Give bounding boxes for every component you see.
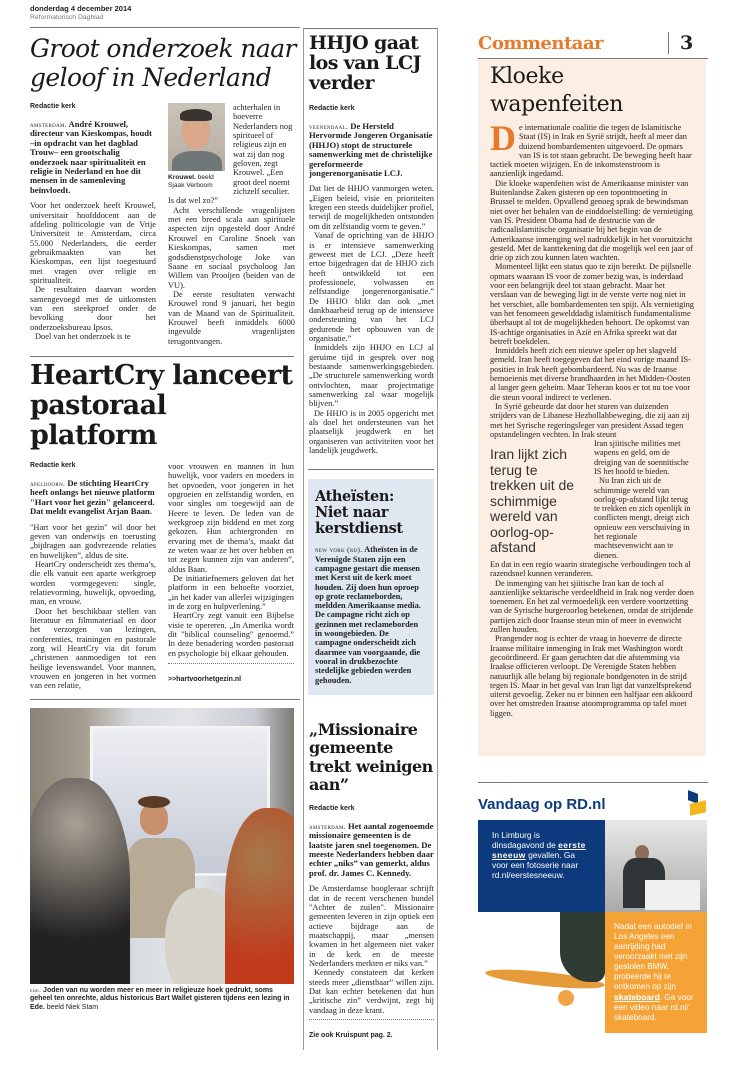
byline: Redactie kerk <box>309 804 355 812</box>
paragraph: Iran sjiitische milities met wapens en geld, om de dreiging van de soennitische IS het hoofd te bieden. <box>594 439 689 476</box>
article-body <box>309 884 434 1015</box>
body-text: Atheïsten in de Verenigde Staten zijn een campagne gestart die mensen met Kerst uit de kerk moet houden. Zij doen hun oproep op grote reclameborden, meldden Amerikaanse media. De campagne richt zich op gezinnen met reclameborden in woongebieden. De campagne onderscheidt zich daarmee van voorgaande, die vooral in drukbezochte stedelijke gebieden werden gehouden. <box>315 545 421 685</box>
byline: Redactie kerk <box>30 103 76 110</box>
left-area <box>30 4 300 1013</box>
paper-name: Reformatorisch Dagblad <box>30 14 104 21</box>
skateboard-image <box>478 912 605 1022</box>
issue-date: donderdag 4 december 2014 <box>30 4 132 13</box>
divider <box>308 469 434 470</box>
article-heartcry-col1 <box>30 462 156 691</box>
paragraph: In Syrië gebeurde dat door het sturen van duizenden strijders van de Libanese Hezbollahbeweging, die zij aan zij met het Syrische regeringsleger van president Assad tegen opstandelingen vechten. In Irak steunt <box>490 401 690 439</box>
article-lead <box>309 122 434 178</box>
promo-skateboard[interactable] <box>605 912 707 1033</box>
see-also: Zie ook Kruispunt pag. 2. <box>309 1032 393 1040</box>
paragraph: De initiatiefnemers geloven dat het platform in een behoefte voorziet, „in het kader van allerlei wijzigingen in de zorg en hulpverlening.” <box>168 574 294 612</box>
byline: Redactie kerk <box>309 105 355 112</box>
portrait-image <box>168 103 225 171</box>
rd-logo-icon <box>688 792 708 816</box>
paragraph: Voor het onderzoek heeft Krouwel, universitair hoofddocent aan de afdeling politicologie van de Vrije Universiteit te Amsterdam, circa 55.000 Nederlanders, die eerder gebruikmaakten van het Kieskompas, een lijst toegestuurd met vragen over religie en spiritualiteit. <box>30 201 156 285</box>
headline-hhjo: HHJO gaat los van LCJ verder <box>309 32 421 94</box>
article-body <box>309 184 434 455</box>
paragraph: Doel van het onderzoek is te <box>35 332 131 342</box>
article-lead <box>309 822 434 878</box>
paragraph: voor vrouwen en mannen in hun huwelijk, voor vaders en moeders in het opvoeden, voor jongeren in het opgroeien en zelfstandig worden, en voor singles om toegewijd aan de Heere te leven. De leden van de werkgroep zijn biddend en met zorg gekozen. Hun achtergronden en ervaring met de thema’s, maakt dat ze weten waar ze het over hebben en tot zegen kunnen zijn van anderen”, aldus Baan. <box>168 461 294 574</box>
section-header <box>478 28 708 58</box>
headline-atheisten: Atheïsten: Niet naar kerstdienst <box>315 488 403 538</box>
rd-promo-header <box>478 783 708 820</box>
caption-name: Krouwel. <box>168 174 196 181</box>
paragraph: De inmenging van het sjiitische Iran kan de toch al aanzienlijke sektarische verdeeldheid in Irak nog verder doen toenemen. En het zal vermoedelijk een verdere voortzetting van de Syrische burgeroorlog betekenen, omdat de strijdende partijen zich door Iraanse steun min of meer in evenwicht zullen houden. <box>490 578 694 635</box>
paragraph: Nu Iran zich uit de schimmige wereld van oorlog-op-afstand lijkt terug te trekken en zich openlijk in conflicten mengt, dreigt zich opnieuw een verschuiving in het regionale machtsevenwicht aan te dienen. <box>594 476 691 560</box>
middle-column <box>303 28 438 1050</box>
photo-credit: beeld Niek Stam <box>46 1003 99 1011</box>
paragraph: Vanaf de oprichting van de HHJO is er intensieve samenwerking geweest met de LCJ. „Deze heeft ertoe bijgedragen dat de HHJO zich heeft ontwikkeld tot een professionele, volwassen en zelfstandige jongerenorganisatie.” De HHJO blikt dan ook „met dankbaarheid terug op de intensieve ondersteuning van het LCJ gedurende het opbouwen van de organisatie.” <box>309 231 434 343</box>
dateline: apeldoorn. <box>30 478 66 488</box>
promo-row-top <box>478 820 708 912</box>
paragraph: Kennedy constateert dat kerken steeds meer „dienstbaar” willen zijn. Dat kan echter betekenen dat hun „kritische zin” verdwijnt, zegt hij vandaag in deze krant. <box>309 968 434 1015</box>
paragraph: Dat liet de HHJO vanmorgen weten. „Eigen beleid, visie en prioriteiten kregen een steeds duidelijker profiel, terwijl de mogelijkheden ontstonden om dit zelfstandig vorm te geven.” <box>309 184 434 231</box>
photo-credit: beeld Sjaak Verboom <box>168 174 214 189</box>
paragraph: HeartCry zegt vanuit een Bijbelse visie te opereren. „In Amerika wordt dit "biblical counseling" genoemd.” In deze benadering worden pastoraat en psychologie bij elkaar gehouden. <box>168 611 294 658</box>
promo-snow[interactable] <box>478 820 605 912</box>
article-groot-col2 <box>168 103 295 346</box>
headline-groot-onderzoek: Groot onderzoek naar geloof in Nederland <box>30 34 296 92</box>
article-body <box>168 462 294 658</box>
caption-text: Joden van nu worden meer en meer in religieuze hoek gedrukt, soms geheel ten onrechte, aldus historicus Bart Wallet gisteren tijdens een lezing in Ede. <box>30 986 290 1011</box>
article-heartcry <box>30 462 300 691</box>
promo-text: gevallen. Ga voor een fotoserie naar rd.nl/eerstesneeuw. <box>492 850 579 880</box>
dropcap: D <box>490 118 516 158</box>
box-atheisten <box>308 479 434 694</box>
article-hhjo <box>308 105 434 455</box>
rd-promo-title: Vandaag op RD.nl <box>478 796 606 813</box>
paragraph: "Hart voor het gezin" wil door het geven van onderwijs en toerusting „bijdragen aan godvrezende relaties en huwelijken”, aldus de site. <box>30 522 156 560</box>
promo-text: . Ga voor een video naar rd.nl/ skateboard. <box>614 993 694 1022</box>
article-lead <box>30 479 156 517</box>
byline: Redactie kerk <box>30 461 76 469</box>
dateline: ede. <box>30 987 42 994</box>
photo-snow <box>605 820 707 912</box>
divider <box>30 27 300 28</box>
paragraph: HeartCry onderscheidt zes thema’s, die elk vanuit een aparte werkgroep worden vormgegeven: single, relatievorming, huwelijk, opvoeding, man, en vrouw. <box>30 559 156 607</box>
dateline: new york (rd). <box>315 545 363 555</box>
headline-missionaire: „Missionaire gemeente trekt weinigen aan” <box>309 719 433 795</box>
paragraph: De resultaten daarvan worden samengevoegd met de uitkomsten van een steekproef onder de bevolking door het onderzoeksbureau Ipsos. <box>30 285 156 332</box>
lead-text: De stichting HeartCry heeft onlangs het nieuwe platform "Hart voor het gezin" gelanceerd. Dat meldt evangelist Arjan Baan. <box>30 477 155 517</box>
lead-text: Het aantal zogenoemde missionaire gemeenten is de laatste jaren snel toegenomen. De meeste Nederlanders hebben daar echter „niks” van gemerkt, aldus prof. dr. James C. Kennedy. <box>309 820 434 878</box>
article-heartcry-col2 <box>168 462 294 686</box>
editorial-body <box>490 118 694 718</box>
article-body <box>30 201 156 341</box>
right-column <box>478 28 708 1033</box>
photo-caption <box>30 987 294 1013</box>
paragraph: En dat in een regio waarin strategische verhoudingen toch al razendsnel kunnen veranderen. <box>490 559 691 579</box>
headline-heartcry: HeartCry lanceert pastoraal platform <box>30 359 293 451</box>
page-number: 3 <box>680 32 694 54</box>
article-groot-col1 <box>30 103 156 341</box>
promo-text: In Limburg is dinsdagavond de <box>492 830 556 850</box>
paragraph: Door het beschikbaar stellen van literatuur en filmmateriaal en door het verzorgen van lezingen, conferenties, trainingen en pastorale zorg wil HeartCry via dit forum „christenen aanmoedigen tot een heilige levenswandel. Voor mannen, vrouwen en jongeren in het vormen van een relatie, <box>30 606 156 691</box>
paragraph: achterhalen in hoeverre Nederlanders nog spiritueel of religieus zijn en wat zij dan nog geloven, zegt Krouwel. „Een groot deel noemt zichzelf seculier. Is dat wel zo?” <box>168 103 293 206</box>
photo-lecture <box>30 708 294 984</box>
section-title: Commentaar <box>478 32 604 54</box>
lead-text: De Hersteld Hervormde Jongeren Organisatie (HHJO) stopt de structurele samenwerking met de christelijke gereformeerde jongerenorganisatie LCJ. <box>309 121 433 179</box>
paragraph: Die kloeke wapenfeiten wist de Amerikaanse minister van Buitenlandse Zaken gisteren op een topontmoeting in Brussel te melden. Opvallend genoeg sprak de bewindsman niet over het behalen van de einddoelstelling: de vernietiging van IS. President Obama had de destructie van de radicaalislamitische organisatie bij het begin van de Amerikaanse inmenging wel nadrukkelijk in het vooruitzicht gesteld. Met de kanttekening dat die mogelijk wel een jaar of drie op zich zou kunnen laten wachten. <box>490 178 693 263</box>
dateline: amsterdam. <box>309 821 346 831</box>
paragraph: Inmiddels heeft zich een nieuwe speler op het slagveld gemeld. Iran heeft toegegeven dat het eind vorige maand IS-posities in Irak heeft gebombardeerd. Nu was de Iraanse bemoeienis met diverse brandhaarden in het Midden-Oosten al langer geen geheim. Maar Teheran koos er tot nu toe voor die steun vooral indirect te verlenen. <box>490 346 691 402</box>
article-body <box>30 523 156 691</box>
promo-link-skateboard[interactable]: skateboard <box>614 992 660 1002</box>
dateline: veenendaal. <box>309 122 349 131</box>
box-body <box>315 545 427 684</box>
divider <box>30 356 294 357</box>
website-link[interactable]: >>hartvoorhetgezin.nl <box>168 676 242 684</box>
editorial-box <box>478 59 706 756</box>
promo-text: Nadat een autodief in Los Angeles een aanrijding had veroorzaakt met zijn gestolen BMW, probeerde hij te ontkomen op zijn <box>614 922 692 991</box>
paragraph: Inmiddels zijn HHJO en LCJ al geruime tijd in gesprek over nog bestaande samenwerkingsgebieden. „De structurele samenwerking wordt ontvlochten, maar projectmatige samenwerking zal waar mogelijk blijven.” <box>309 343 434 409</box>
paragraph: De HHJO is in 2005 opgericht met als doel het ondersteunen van het plaatselijk jeugdwerk en het organiseren van activiteiten voor het landelijk jeugdwerk. <box>309 408 434 456</box>
editorial-headline: Kloeke wapenfeiten <box>490 64 624 117</box>
paragraph: e internationale coalitie die tegen de Islamitische Staat (IS) in Irak en Syrië strijdt, heeft al meer dan duizend bombardementen uitgevoerd. De opmars van IS is tot staan gebracht. De beweging heeft haar tactiek moeten wijzigen. En de inkomstenstroom is aanzienlijk ingedamd. <box>490 123 692 179</box>
lead-text: André Krouwel, directeur van Kieskompas, houdt –in opdracht van het dagblad Trouw– een grootschalig onderzoek naar spiritualiteit en religie in Nederland en hoe dit mensen in de samenleving beïnvloedt. <box>30 119 152 195</box>
pullquote: Iran lijkt zich terug te trekken uit de schimmige wereld van oorlog-op-afstand <box>490 446 575 556</box>
divider <box>30 699 300 700</box>
article-missionaire <box>308 805 434 1042</box>
paragraph: De eerste resultaten verwacht Krouwel rond 9 januari, het begin van de Maand van de Spiritualiteit. Krouwel heeft inmiddels 6000 ingevulde vragenlijsten terugontvangen. <box>168 289 295 346</box>
promo-row-bottom <box>478 912 708 1033</box>
divider <box>668 32 669 54</box>
dateline: amsterdam. <box>30 120 67 129</box>
article-lead <box>30 120 156 195</box>
promo-link-snow[interactable]: eerste sneeuw <box>492 840 586 860</box>
article-groot <box>30 103 300 346</box>
masthead <box>30 4 300 21</box>
paragraph: Acht verschillende vragenlijsten met een breed scala aan spirituele aspecten zijn opgesteld door André Krouwel en Caroline Snoek van Kieskompas, samen met godsdienstpsychologe Joke van Saane en sociaal psycholoog Jan Willem van Prooijen (beiden van de VU). <box>168 205 295 290</box>
paragraph: Momenteel lijkt een status quo te zijn bereikt. De pijlsnelle opmars waaraan IS voor de zomer bezig was, is inderdaad voor een belangrijk deel tot staan gebracht. Maar het verslaan van de beweging ligt in de verste verte nog niet in het verschiet, alle bombardementen ten spijt. Als vernietiging van het fenomeen gewelddadig islamitisch fundamentalisme überhaupt al tot de mogelijkheden behoort. De opkomst van IS-achtige organisaties in Azië en Afrika spreekt wat dat betreft boekdelen. <box>490 262 694 346</box>
paragraph: Prangender nog is echter de vraag in hoeverre de directe Iraanse militaire inmenging in Irak met Washington wordt gecoördineerd. Er gaan geruchten dat die afstemming via Iraakse officieren verloopt. De Verenigde Staten hebben natuurlijk alle belang bij regionale bondgenoten in de strijd tegen IS. Maar in het geval van Iran ligt dat vanzelfsprekend uiterst gevoelig. Zeker nu er binnen een halfjaar een akkoord over het omstreden Iraanse atoomprogramma op tafel moet liggen. <box>490 634 693 718</box>
photo-krouwel <box>168 103 226 190</box>
paragraph: De Amsterdamse hoogleraar schrijft dat in de recent verschenen bundel "Achter de zuilen". Missionaire gemeenten leveren in zijn optiek een actieve bijdrage aan de maatschappij, maar „mensen kwamen in het algemeen niet vaker in de kerk en de meeste Nederlanders merkten er niks van.” <box>309 884 434 969</box>
